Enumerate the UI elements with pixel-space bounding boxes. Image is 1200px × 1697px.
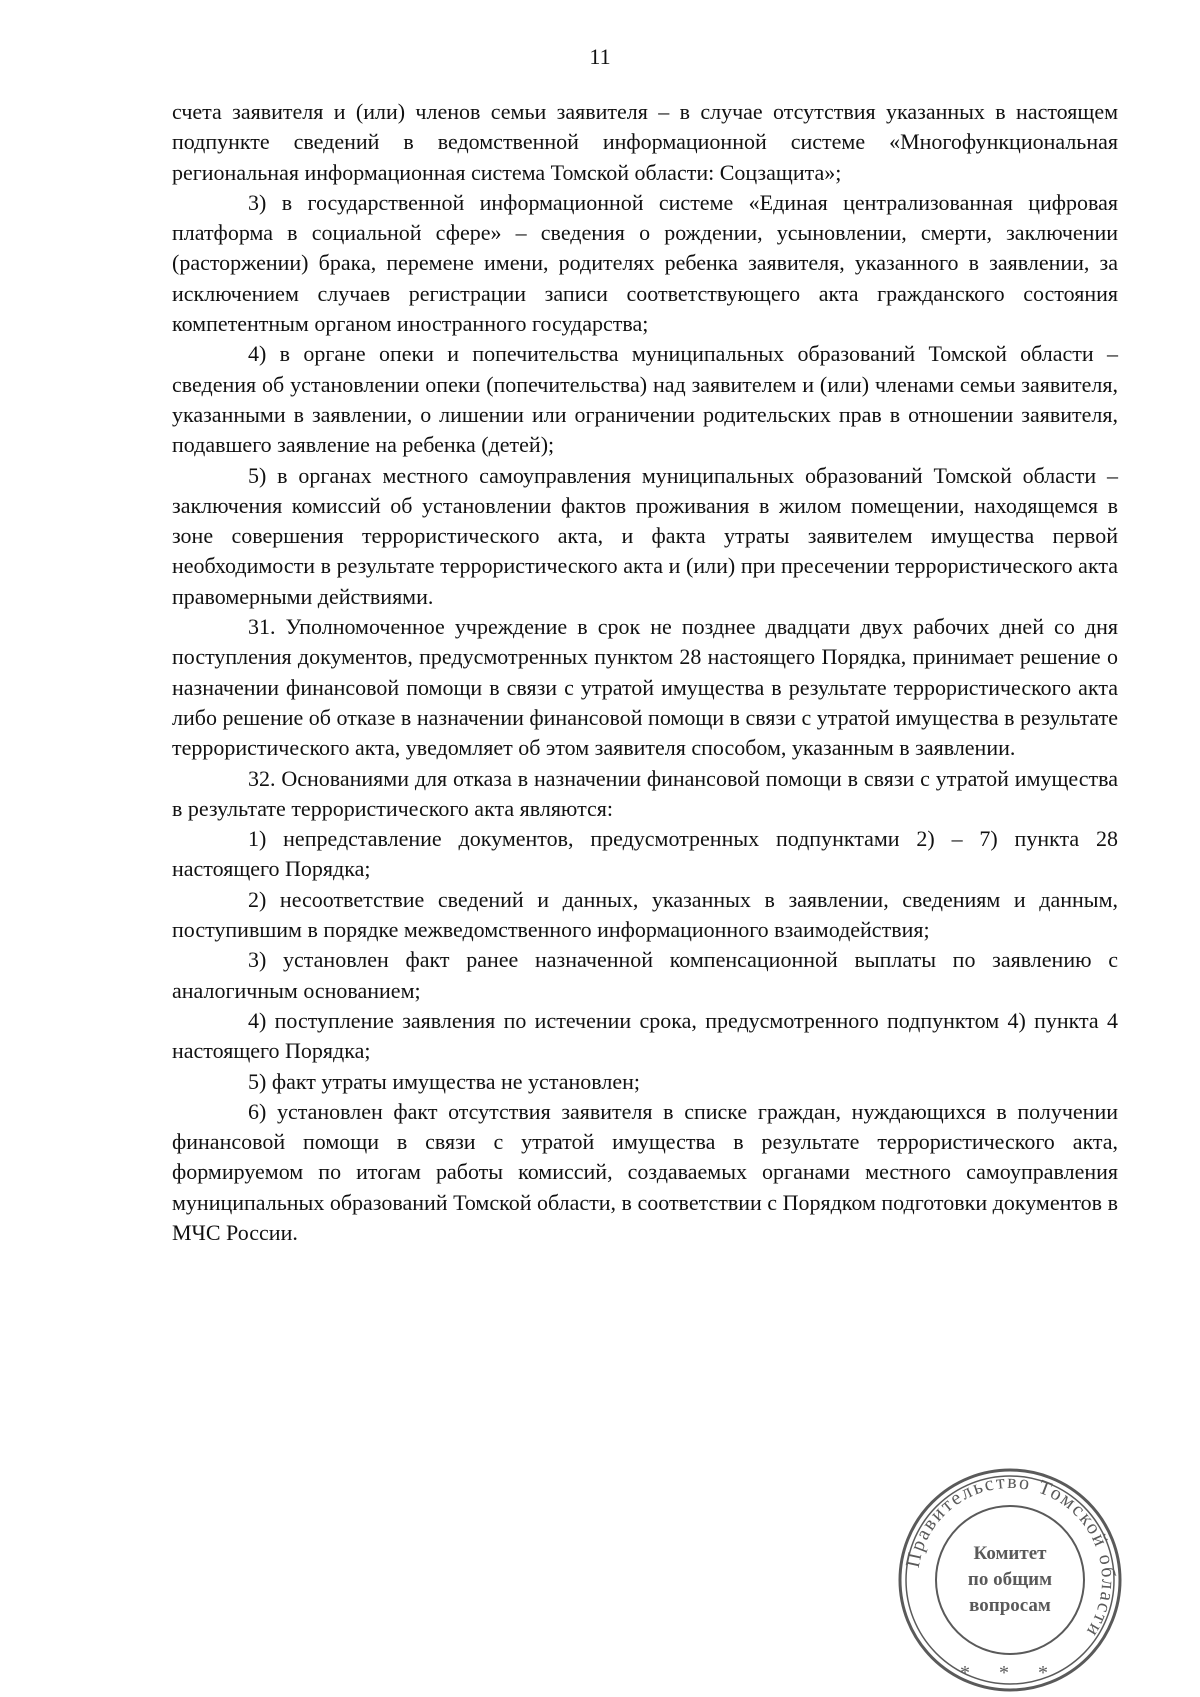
paragraph-refusal-5: 5) факт утраты имущества не установлен;	[248, 1068, 640, 1094]
page-number: 11	[589, 44, 611, 69]
paragraph-refusal-4: 4) поступление заявления по истечении срока, предусмотренного подпунктом 4) пункта 4 настоящего Порядка;	[172, 1007, 1118, 1064]
stamp-line-3: вопросам	[969, 1595, 1051, 1616]
paragraph-continuation: счета заявителя и (или) членов семьи заявителя – в случае отсутствия указанных в настоящем подпункте сведений в ведомственной информационной системе «Многофункциональная региональная информационная система Томской области: Соцзащита»;	[172, 99, 1118, 185]
stamp-line-1: Комитет	[973, 1543, 1047, 1564]
paragraph-refusal-2: 2) несоответствие сведений и данных, указанных в заявлении, сведениям и данным, поступившим в порядке межведомственного информационного взаимодействия;	[172, 886, 1118, 943]
stamp-line-2: по общим	[967, 1569, 1053, 1590]
paragraph-refusal-3: 3) установлен факт ранее назначенной компенсационной выплаты по заявлению с аналогичным основанием;	[172, 947, 1118, 1003]
document-body	[172, 97, 1118, 1248]
paragraph-refusal-6: 6) установлен факт отсутствия заявителя в списке граждан, нуждающихся в получении финансовой помощи в связи с утратой имущества в результате террористического акта, формируемом по итогам работы комиссий, создаваемых органами местного самоуправления муниципальных образований Томской области, в соответствии с Порядком подготовки документов в МЧС России.	[172, 1098, 1118, 1245]
paragraph-item-5: 5) в органах местного самоуправления муниципальных образований Томской области – заключения комиссий об установлении фактов проживания в жилом помещении, находящемся в зоне совершения террористического акта, и факта утраты заявителем имущества первой необходимости в результате террористического акта и (или) при пресечении террористического акта правомерными действиями.	[172, 462, 1118, 609]
stamp-stars: * * *	[960, 1662, 1060, 1684]
paragraph-refusal-1: 1) непредставление документов, предусмотренных подпунктами 2) – 7) пункта 28 настоящего Порядка;	[172, 826, 1118, 882]
stamp-outer-text: Правительство Томской области	[901, 1470, 1120, 1642]
paragraph-item-3: 3) в государственной информационной системе «Единая централизованная цифровая платформа в социальной сфере» – сведения о рождении, усыновлении, смерти, заключении (расторжении) брака, перемене имени, родителях ребенка заявителя, указанного в заявлении, за исключением случаев регистрации записи соответствующего акта гражданского состояния компетентным органом иностранного государства;	[172, 189, 1118, 337]
paragraph-clause-32: 32. Основаниями для отказа в назначении финансовой помощи в связи с утратой имущества в результате террористического акта являются:	[172, 765, 1118, 821]
paragraph-clause-31: 31. Уполномоченное учреждение в срок не позднее двадцати двух рабочих дней со дня поступления документов, предусмотренных пунктом 28 настоящего Порядка, принимает решение о назначении финансовой помощи в связи с утратой имущества в результате террористического акта либо решение об отказе в назначении финансовой помощи в связи с утратой имущества в результате террористического акта, уведомляет об этом заявителя способом, указанным в заявлении.	[172, 614, 1118, 761]
paragraph-item-4: 4) в органе опеки и попечительства муниципальных образований Томской области – сведения об установлении опеки (попечительства) над заявителем и (или) членами семьи заявителя, указанными в заявлении, о лишении или ограничении родительских прав в отношении заявителя, подавшего заявление на ребенка (детей);	[172, 341, 1118, 458]
official-stamp	[895, 1465, 1125, 1695]
